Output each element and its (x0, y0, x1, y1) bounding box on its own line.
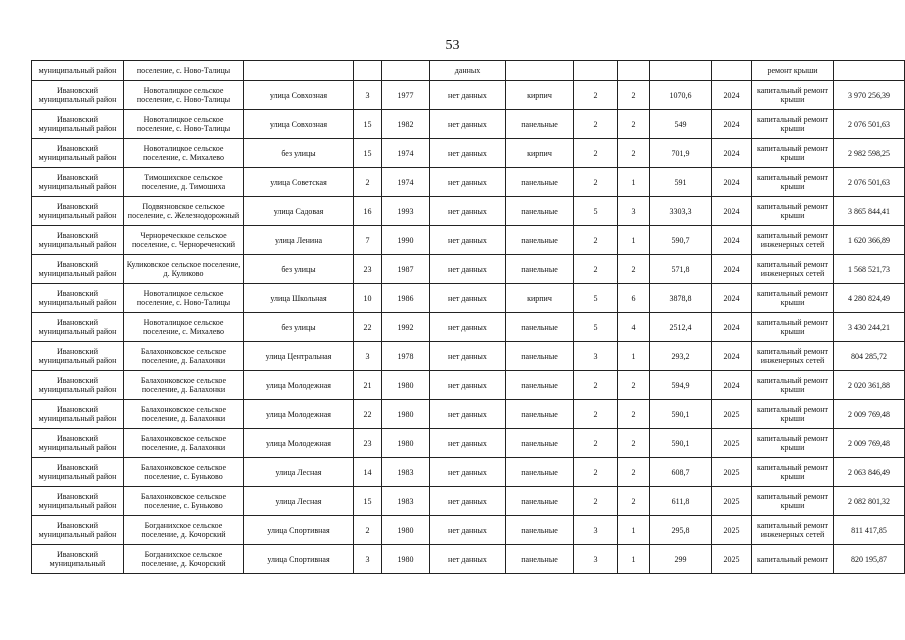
build-year-cell: 1982 (382, 110, 430, 139)
entrances-cell: 1 (618, 226, 650, 255)
district-cell: Ивановский муниципальный район (32, 168, 124, 197)
build-year-cell: 1980 (382, 429, 430, 458)
build-year-cell: 1980 (382, 516, 430, 545)
house-number-cell: 21 (354, 371, 382, 400)
housing-repair-table (31, 60, 905, 574)
area-cell: 594,9 (650, 371, 712, 400)
settlement-cell: Балахонковское сельское поселение, д. Балахонки (124, 429, 244, 458)
floors-cell: 2 (574, 429, 618, 458)
area-cell: 295,8 (650, 516, 712, 545)
district-cell: Ивановский муниципальный район (32, 458, 124, 487)
cost-cell: 2 076 501,63 (834, 168, 905, 197)
area-cell (650, 61, 712, 81)
floors-cell: 2 (574, 139, 618, 168)
info-cell: нет данных (430, 400, 506, 429)
build-year-cell: 1980 (382, 400, 430, 429)
entrances-cell: 2 (618, 139, 650, 168)
house-number-cell: 22 (354, 400, 382, 429)
wall-material-cell: панельные (506, 255, 574, 284)
house-number-cell: 10 (354, 284, 382, 313)
floors-cell: 3 (574, 516, 618, 545)
house-number-cell: 2 (354, 516, 382, 545)
cost-cell: 2 020 361,88 (834, 371, 905, 400)
info-cell: нет данных (430, 81, 506, 110)
district-cell: Ивановский муниципальный район (32, 487, 124, 516)
house-number-cell: 15 (354, 139, 382, 168)
entrances-cell: 4 (618, 313, 650, 342)
plan-year-cell: 2024 (712, 284, 752, 313)
cost-cell: 1 568 521,73 (834, 255, 905, 284)
build-year-cell: 1974 (382, 168, 430, 197)
area-cell: 3878,8 (650, 284, 712, 313)
work-type-cell: капитальный ремонт крыши (752, 197, 834, 226)
work-type-cell: капитальный ремонт инженерных сетей (752, 342, 834, 371)
wall-material-cell: панельные (506, 429, 574, 458)
street-cell: улица Лесная (244, 487, 354, 516)
house-number-cell: 23 (354, 255, 382, 284)
floors-cell: 2 (574, 487, 618, 516)
cost-cell: 2 076 501,63 (834, 110, 905, 139)
wall-material-cell: панельные (506, 400, 574, 429)
street-cell: улица Молодежная (244, 400, 354, 429)
floors-cell: 5 (574, 313, 618, 342)
build-year-cell: 1983 (382, 487, 430, 516)
settlement-cell: Балахонковское сельское поселение, с. Буньково (124, 458, 244, 487)
wall-material-cell: панельные (506, 458, 574, 487)
entrances-cell: 2 (618, 458, 650, 487)
info-cell: нет данных (430, 313, 506, 342)
info-cell: нет данных (430, 226, 506, 255)
house-number-cell: 3 (354, 81, 382, 110)
street-cell: улица Молодежная (244, 371, 354, 400)
table-row (32, 139, 905, 168)
cost-cell: 1 620 366,89 (834, 226, 905, 255)
build-year-cell: 1993 (382, 197, 430, 226)
work-type-cell: капитальный ремонт крыши (752, 400, 834, 429)
floors-cell: 2 (574, 168, 618, 197)
street-cell: улица Лесная (244, 458, 354, 487)
cost-cell: 3 430 244,21 (834, 313, 905, 342)
entrances-cell: 2 (618, 110, 650, 139)
entrances-cell: 1 (618, 545, 650, 574)
area-cell: 611,8 (650, 487, 712, 516)
house-number-cell: 16 (354, 197, 382, 226)
info-cell: нет данных (430, 139, 506, 168)
wall-material-cell: кирпич (506, 284, 574, 313)
street-cell: улица Ленина (244, 226, 354, 255)
table-row (32, 458, 905, 487)
plan-year-cell: 2025 (712, 545, 752, 574)
area-cell: 299 (650, 545, 712, 574)
plan-year-cell: 2024 (712, 139, 752, 168)
street-cell: улица Советская (244, 168, 354, 197)
entrances-cell: 2 (618, 429, 650, 458)
settlement-cell: Богданихское сельское поселение, д. Кочорский (124, 516, 244, 545)
area-cell: 293,2 (650, 342, 712, 371)
table-row (32, 255, 905, 284)
info-cell: нет данных (430, 516, 506, 545)
house-number-cell: 22 (354, 313, 382, 342)
build-year-cell: 1990 (382, 226, 430, 255)
cost-cell: 820 195,87 (834, 545, 905, 574)
plan-year-cell: 2024 (712, 110, 752, 139)
entrances-cell: 2 (618, 371, 650, 400)
entrances-cell: 2 (618, 487, 650, 516)
area-cell: 590,1 (650, 429, 712, 458)
settlement-cell: Новоталицкое сельское поселение, с. Ново-Талицы (124, 110, 244, 139)
work-type-cell: капитальный ремонт крыши (752, 110, 834, 139)
info-cell: нет данных (430, 168, 506, 197)
build-year-cell: 1978 (382, 342, 430, 371)
plan-year-cell: 2024 (712, 313, 752, 342)
info-cell: нет данных (430, 429, 506, 458)
build-year-cell: 1992 (382, 313, 430, 342)
street-cell: улица Спортивная (244, 545, 354, 574)
build-year-cell: 1986 (382, 284, 430, 313)
wall-material-cell: панельные (506, 197, 574, 226)
work-type-cell: капитальный ремонт крыши (752, 458, 834, 487)
street-cell: без улицы (244, 255, 354, 284)
plan-year-cell: 2025 (712, 400, 752, 429)
work-type-cell: капитальный ремонт крыши (752, 168, 834, 197)
build-year-cell: 1974 (382, 139, 430, 168)
plan-year-cell: 2025 (712, 487, 752, 516)
info-cell: данных (430, 61, 506, 81)
build-year-cell: 1977 (382, 81, 430, 110)
area-cell: 591 (650, 168, 712, 197)
street-cell: улица Молодежная (244, 429, 354, 458)
street-cell: улица Совхозная (244, 81, 354, 110)
table-row (32, 168, 905, 197)
floors-cell: 2 (574, 458, 618, 487)
info-cell: нет данных (430, 458, 506, 487)
district-cell: Ивановский муниципальный район (32, 255, 124, 284)
entrances-cell: 2 (618, 81, 650, 110)
cost-cell: 3 970 256,39 (834, 81, 905, 110)
table-row (32, 226, 905, 255)
area-cell: 590,1 (650, 400, 712, 429)
district-cell: Ивановский муниципальный район (32, 81, 124, 110)
district-cell: Ивановский муниципальный район (32, 110, 124, 139)
street-cell: улица Школьная (244, 284, 354, 313)
floors-cell: 5 (574, 284, 618, 313)
info-cell: нет данных (430, 545, 506, 574)
floors-cell: 3 (574, 545, 618, 574)
info-cell: нет данных (430, 487, 506, 516)
table-row (32, 545, 905, 574)
district-cell: Ивановский муниципальный (32, 545, 124, 574)
table-row (32, 110, 905, 139)
entrances-cell: 1 (618, 342, 650, 371)
area-cell: 571,8 (650, 255, 712, 284)
plan-year-cell: 2025 (712, 516, 752, 545)
cost-cell: 3 865 844,41 (834, 197, 905, 226)
street-cell: улица Центральная (244, 342, 354, 371)
house-number-cell: 14 (354, 458, 382, 487)
table-row (32, 197, 905, 226)
district-cell: Ивановский муниципальный район (32, 429, 124, 458)
work-type-cell: капитальный ремонт инженерных сетей (752, 516, 834, 545)
settlement-cell: Балахонковское сельское поселение, с. Буньково (124, 487, 244, 516)
wall-material-cell: панельные (506, 342, 574, 371)
street-cell: улица Совхозная (244, 110, 354, 139)
cost-cell: 811 417,85 (834, 516, 905, 545)
street-cell: улица Садовая (244, 197, 354, 226)
work-type-cell: капитальный ремонт крыши (752, 313, 834, 342)
entrances-cell: 1 (618, 168, 650, 197)
work-type-cell: капитальный ремонт крыши (752, 81, 834, 110)
page-number: 53 (445, 38, 460, 53)
wall-material-cell (506, 61, 574, 81)
work-type-cell: капитальный ремонт крыши (752, 487, 834, 516)
plan-year-cell (712, 61, 752, 81)
settlement-cell: Богданихское сельское поселение, д. Кочорский (124, 545, 244, 574)
cost-cell: 2 982 598,25 (834, 139, 905, 168)
wall-material-cell: панельные (506, 110, 574, 139)
plan-year-cell: 2025 (712, 458, 752, 487)
street-cell (244, 61, 354, 81)
wall-material-cell: панельные (506, 313, 574, 342)
table-row (32, 516, 905, 545)
plan-year-cell: 2024 (712, 255, 752, 284)
entrances-cell: 2 (618, 400, 650, 429)
wall-material-cell: панельные (506, 168, 574, 197)
wall-material-cell: кирпич (506, 139, 574, 168)
district-cell: Ивановский муниципальный район (32, 226, 124, 255)
table-row (32, 371, 905, 400)
settlement-cell: Подвязновское сельское поселение, с. Железнодорожный (124, 197, 244, 226)
info-cell: нет данных (430, 110, 506, 139)
floors-cell: 3 (574, 342, 618, 371)
build-year-cell: 1980 (382, 371, 430, 400)
floors-cell: 5 (574, 197, 618, 226)
area-cell: 590,7 (650, 226, 712, 255)
table-row (32, 61, 905, 81)
floors-cell: 2 (574, 226, 618, 255)
entrances-cell: 2 (618, 255, 650, 284)
work-type-cell: капитальный ремонт крыши (752, 284, 834, 313)
settlement-cell: поселение, с. Ново-Талицы (124, 61, 244, 81)
table-row (32, 400, 905, 429)
settlement-cell: Новоталицкое сельское поселение, с. Михалево (124, 313, 244, 342)
cost-cell: 2 063 846,49 (834, 458, 905, 487)
house-number-cell (354, 61, 382, 81)
house-number-cell: 23 (354, 429, 382, 458)
wall-material-cell: панельные (506, 226, 574, 255)
wall-material-cell: панельные (506, 516, 574, 545)
settlement-cell: Балахонковское сельское поселение, д. Балахонки (124, 371, 244, 400)
house-number-cell: 3 (354, 342, 382, 371)
district-cell: Ивановский муниципальный район (32, 516, 124, 545)
floors-cell (574, 61, 618, 81)
cost-cell: 2 009 769,48 (834, 400, 905, 429)
district-cell: Ивановский муниципальный район (32, 371, 124, 400)
plan-year-cell: 2024 (712, 81, 752, 110)
plan-year-cell: 2024 (712, 226, 752, 255)
info-cell: нет данных (430, 284, 506, 313)
house-number-cell: 3 (354, 545, 382, 574)
table-row (32, 313, 905, 342)
info-cell: нет данных (430, 371, 506, 400)
wall-material-cell: панельные (506, 371, 574, 400)
plan-year-cell: 2024 (712, 197, 752, 226)
settlement-cell: Тимошихское сельское поселение, д. Тимошиха (124, 168, 244, 197)
table-row (32, 342, 905, 371)
work-type-cell: капитальный ремонт крыши (752, 371, 834, 400)
street-cell: без улицы (244, 313, 354, 342)
build-year-cell (382, 61, 430, 81)
cost-cell: 804 285,72 (834, 342, 905, 371)
info-cell: нет данных (430, 342, 506, 371)
work-type-cell: капитальный ремонт (752, 545, 834, 574)
floors-cell: 2 (574, 110, 618, 139)
area-cell: 2512,4 (650, 313, 712, 342)
settlement-cell: Новоталицкое сельское поселение, с. Михалево (124, 139, 244, 168)
district-cell: Ивановский муниципальный район (32, 400, 124, 429)
build-year-cell: 1980 (382, 545, 430, 574)
table-row (32, 429, 905, 458)
wall-material-cell: панельные (506, 545, 574, 574)
settlement-cell: Балахонковское сельское поселение, д. Балахонки (124, 400, 244, 429)
work-type-cell: капитальный ремонт инженерных сетей (752, 226, 834, 255)
entrances-cell: 6 (618, 284, 650, 313)
house-number-cell: 15 (354, 110, 382, 139)
house-number-cell: 15 (354, 487, 382, 516)
district-cell: муниципальный район (32, 61, 124, 81)
build-year-cell: 1983 (382, 458, 430, 487)
plan-year-cell: 2024 (712, 168, 752, 197)
settlement-cell: Новоталицкое сельское поселение, с. Ново-Талицы (124, 81, 244, 110)
table-row (32, 284, 905, 313)
area-cell: 1070,6 (650, 81, 712, 110)
plan-year-cell: 2024 (712, 371, 752, 400)
house-number-cell: 2 (354, 168, 382, 197)
info-cell: нет данных (430, 255, 506, 284)
district-cell: Ивановский муниципальный район (32, 342, 124, 371)
floors-cell: 2 (574, 255, 618, 284)
area-cell: 608,7 (650, 458, 712, 487)
table-body (32, 61, 905, 574)
floors-cell: 2 (574, 400, 618, 429)
table-row (32, 81, 905, 110)
entrances-cell: 3 (618, 197, 650, 226)
plan-year-cell: 2024 (712, 342, 752, 371)
wall-material-cell: панельные (506, 487, 574, 516)
district-cell: Ивановский муниципальный район (32, 139, 124, 168)
info-cell: нет данных (430, 197, 506, 226)
work-type-cell: ремонт крыши (752, 61, 834, 81)
street-cell: улица Спортивная (244, 516, 354, 545)
district-cell: Ивановский муниципальный район (32, 313, 124, 342)
floors-cell: 2 (574, 81, 618, 110)
work-type-cell: капитальный ремонт крыши (752, 139, 834, 168)
entrances-cell: 1 (618, 516, 650, 545)
settlement-cell: Чернореческкое сельское поселение, с. Чернореченский (124, 226, 244, 255)
build-year-cell: 1987 (382, 255, 430, 284)
street-cell: без улицы (244, 139, 354, 168)
entrances-cell (618, 61, 650, 81)
house-number-cell: 7 (354, 226, 382, 255)
cost-cell (834, 61, 905, 81)
work-type-cell: капитальный ремонт крыши (752, 429, 834, 458)
work-type-cell: капитальный ремонт инженерных сетей (752, 255, 834, 284)
floors-cell: 2 (574, 371, 618, 400)
area-cell: 701,9 (650, 139, 712, 168)
district-cell: Ивановский муниципальный район (32, 197, 124, 226)
wall-material-cell: кирпич (506, 81, 574, 110)
area-cell: 549 (650, 110, 712, 139)
cost-cell: 2 082 801,32 (834, 487, 905, 516)
cost-cell: 2 009 769,48 (834, 429, 905, 458)
settlement-cell: Балахонковское сельское поселение, д. Балахонки (124, 342, 244, 371)
plan-year-cell: 2025 (712, 429, 752, 458)
table-row (32, 487, 905, 516)
settlement-cell: Новоталицкое сельское поселение, с. Ново-Талицы (124, 284, 244, 313)
settlement-cell: Куликовское сельское поселение, д. Куликово (124, 255, 244, 284)
district-cell: Ивановский муниципальный район (32, 284, 124, 313)
area-cell: 3303,3 (650, 197, 712, 226)
cost-cell: 4 280 824,49 (834, 284, 905, 313)
